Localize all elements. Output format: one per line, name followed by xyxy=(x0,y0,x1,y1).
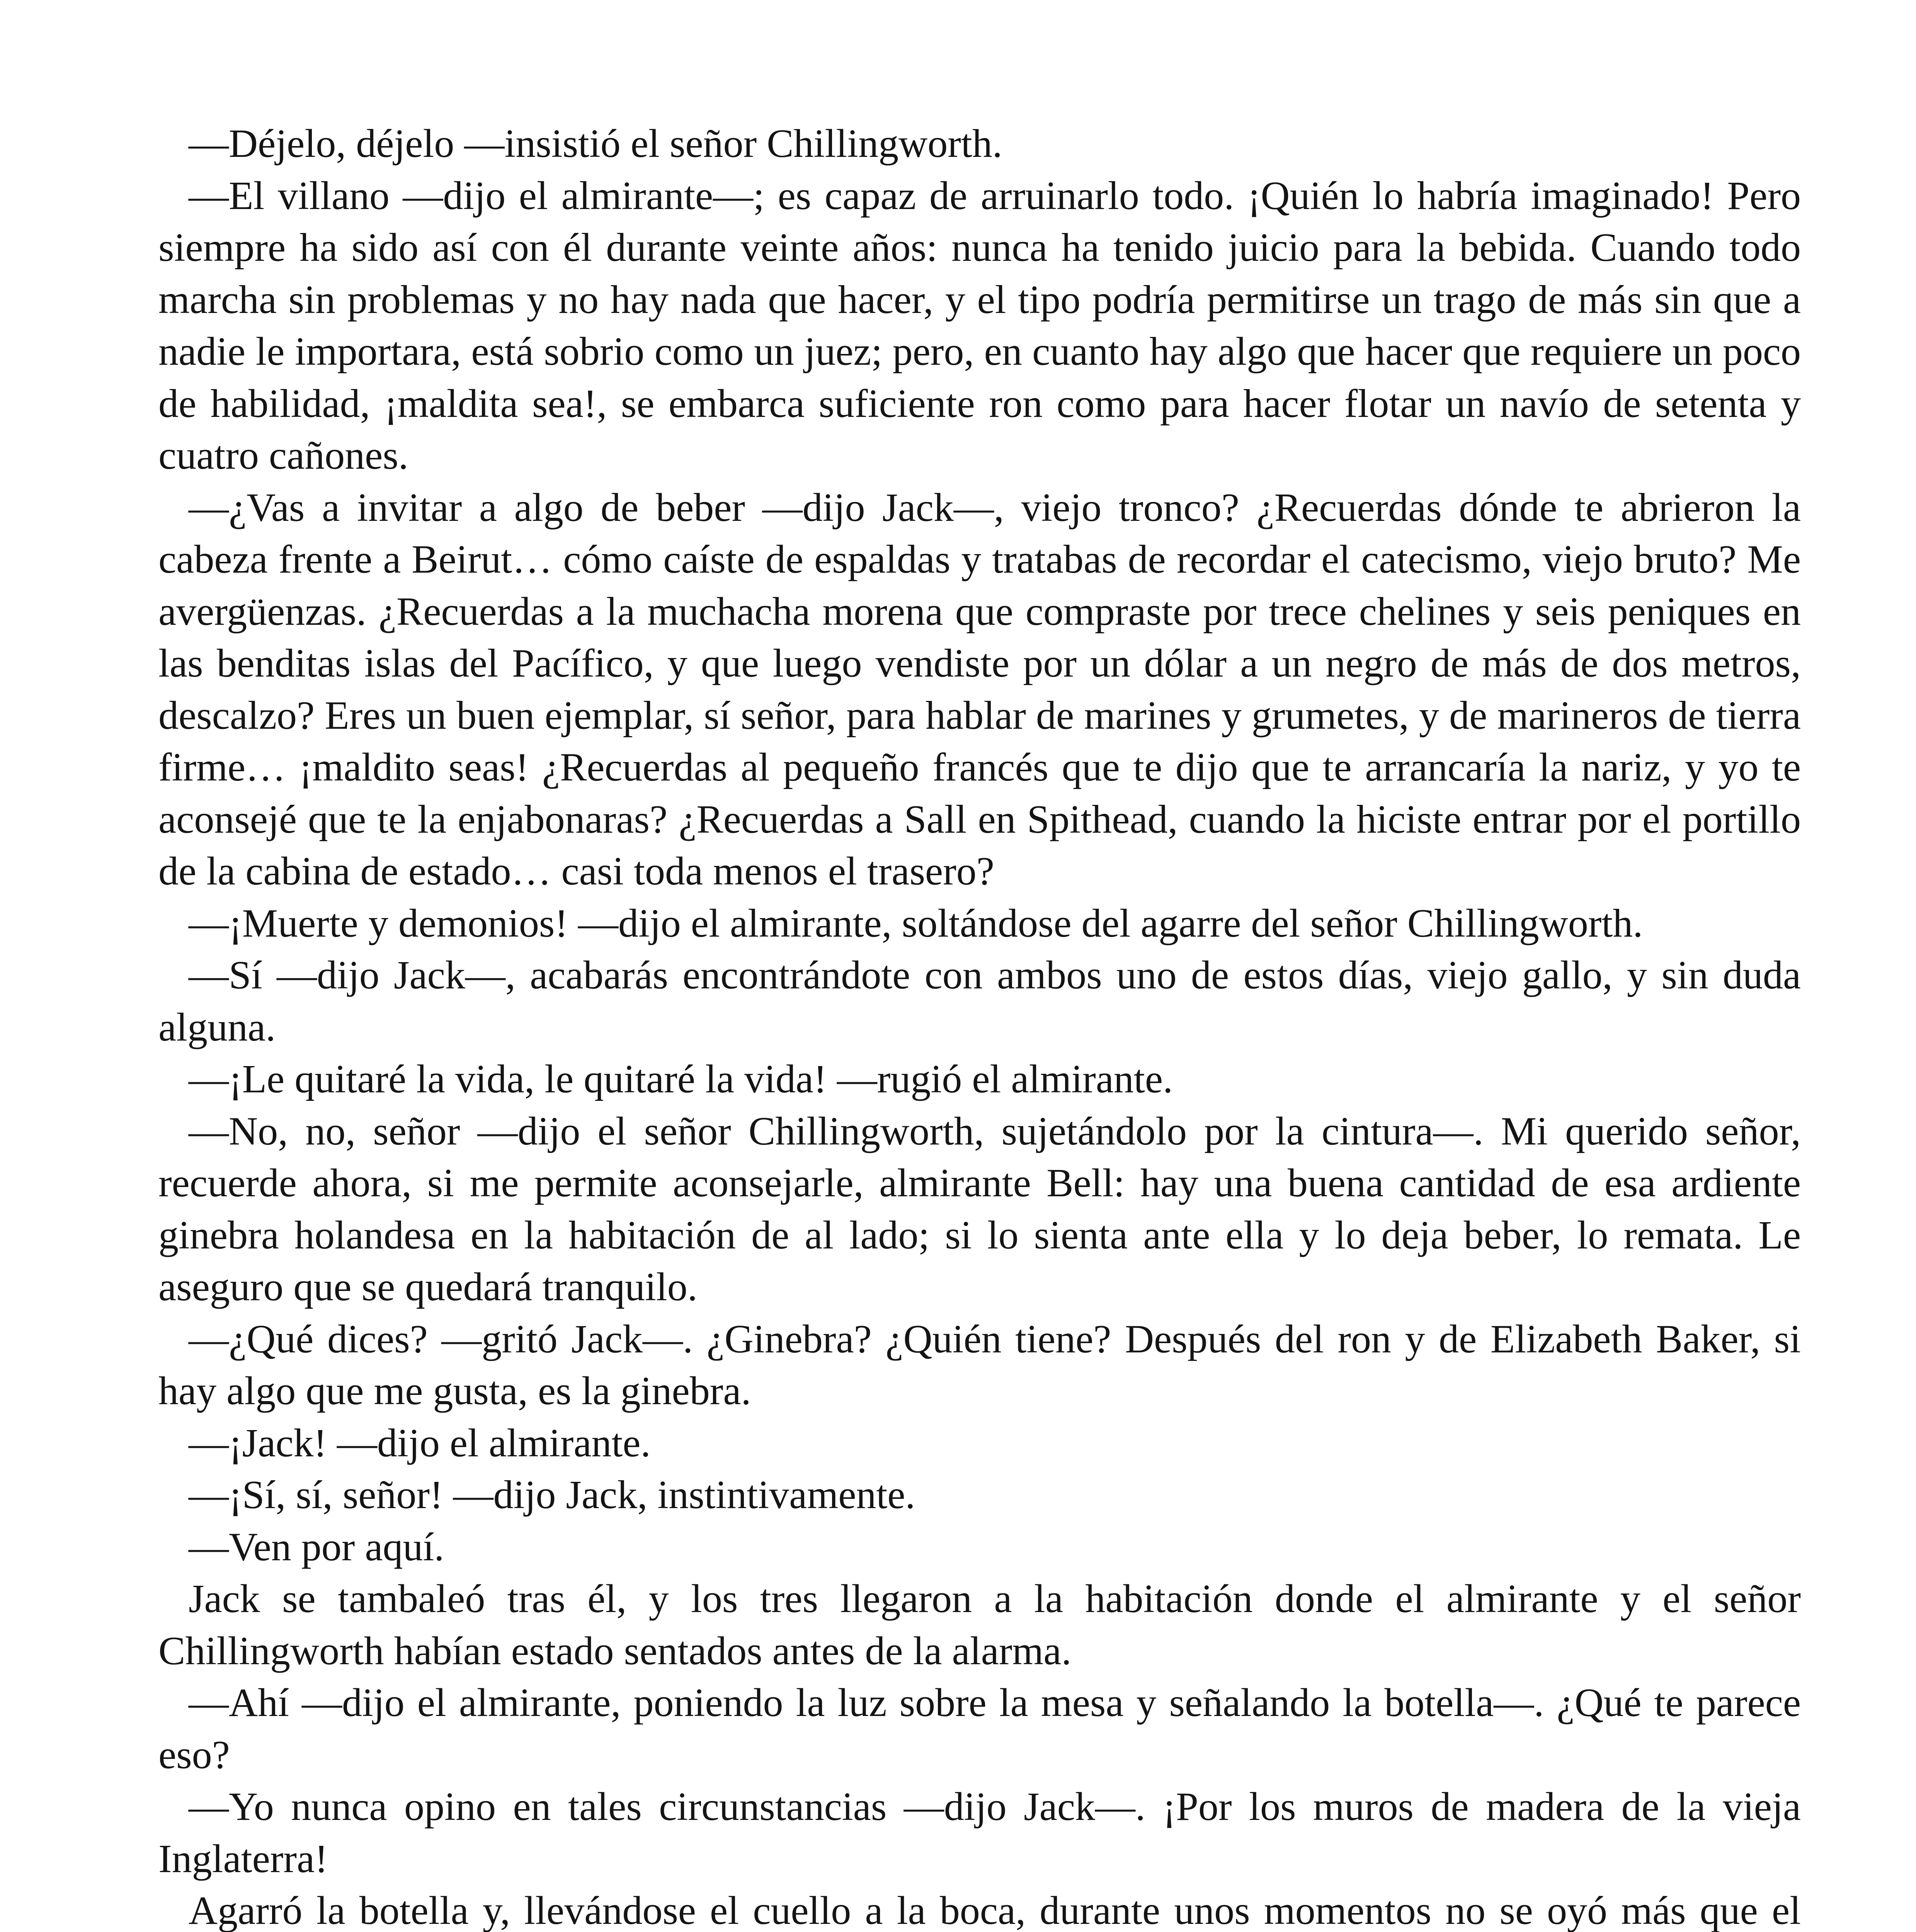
paragraph: —Ven por aquí. xyxy=(189,1524,444,1569)
paragraph: —¿Qué dices? —gritó Jack—. ¿Ginebra? ¿Quién tiene? Después del ron y de Elizabeth Baker, si hay algo que me gusta, es la ginebra. xyxy=(158,1316,1801,1413)
paragraph: —¡Jack! —dijo el almirante. xyxy=(189,1420,651,1465)
paragraph: Agarró la botella y, llevándose el cuello a la boca, durante unos momentos no se oyó más que el xyxy=(189,1888,1801,1932)
paragraph: —¿Vas a invitar a algo de beber —dijo Jack—, viejo tronco? ¿Recuerdas dónde te abrieron la cabeza frente a Beirut… cómo caíste de espaldas y tratabas de recordar el catecismo, viejo bruto? Me avergüenzas. ¿Recuerdas a la muchacha morena que compraste por trece chelines y seis peniques en las benditas islas del Pacífico, y que luego vendiste por un dólar a un negro de más de dos metros, descalzo? Eres un buen ejemplar, sí señor, para hablar de marines y grumetes, y de marineros de tierra firme… ¡maldito seas! ¿Recuerdas al pequeño francés que te dijo que te arrancaría la nariz, y yo te aconsejé que te la enjabonaras? ¿Recuerdas a Sall en Spithead, cuando la hiciste entrar por el portillo de la cabina de estado… casi toda menos el trasero? xyxy=(158,485,1801,893)
paragraph: —Yo nunca opino en tales circunstancias —dijo Jack—. ¡Por los muros de madera de la vieja Inglaterra! xyxy=(158,1784,1801,1881)
paragraph: —¡Muerte y demonios! —dijo el almirante, soltándose del agarre del señor Chillingworth. xyxy=(189,901,1643,946)
paragraph: —Sí —dijo Jack—, acabarás encontrándote con ambos uno de estos días, viejo gallo, y sin duda alguna. xyxy=(158,953,1801,1049)
paragraph: —¡Le quitaré la vida, le quitaré la vida! —rugió el almirante. xyxy=(189,1057,1173,1101)
paragraph: —Déjelo, déjelo —insistió el señor Chillingworth. xyxy=(189,121,1002,166)
page-body xyxy=(158,118,1801,1932)
paragraph: —Ahí —dijo el almirante, poniendo la luz sobre la mesa y señalando la botella—. ¿Qué te parece eso? xyxy=(158,1680,1801,1777)
paragraph: —No, no, señor —dijo el señor Chillingworth, sujetándolo por la cintura—. Mi querido señor, recuerde ahora, si me permite aconsejarle, almirante Bell: hay una buena cantidad de esa ardiente ginebra holandesa en la habitación de al lado; si lo sienta ante ella y lo deja beber, lo remata. Le aseguro que se quedará tranquilo. xyxy=(158,1109,1801,1309)
paragraph: Jack se tambaleó tras él, y los tres llegaron a la habitación donde el almirante y el señor Chillingworth habían estado sentados antes de la alarma. xyxy=(158,1577,1801,1673)
paragraph: —El villano —dijo el almirante—; es capaz de arruinarlo todo. ¡Quién lo habría imaginado! Pero siempre ha sido así con él durante veinte años: nunca ha tenido juicio para la bebida. Cuando todo marcha sin problemas y no hay nada que hacer, y el tipo podría permitirse un trago de más sin que a nadie le importara, está sobrio como un juez; pero, en cuanto hay algo que hacer que requiere un poco de habilidad, ¡maldita sea!, se embarca suficiente ron como para hacer flotar un navío de setenta y cuatro cañones. xyxy=(158,173,1801,478)
paragraph: —¡Sí, sí, señor! —dijo Jack, instintivamente. xyxy=(189,1473,915,1517)
